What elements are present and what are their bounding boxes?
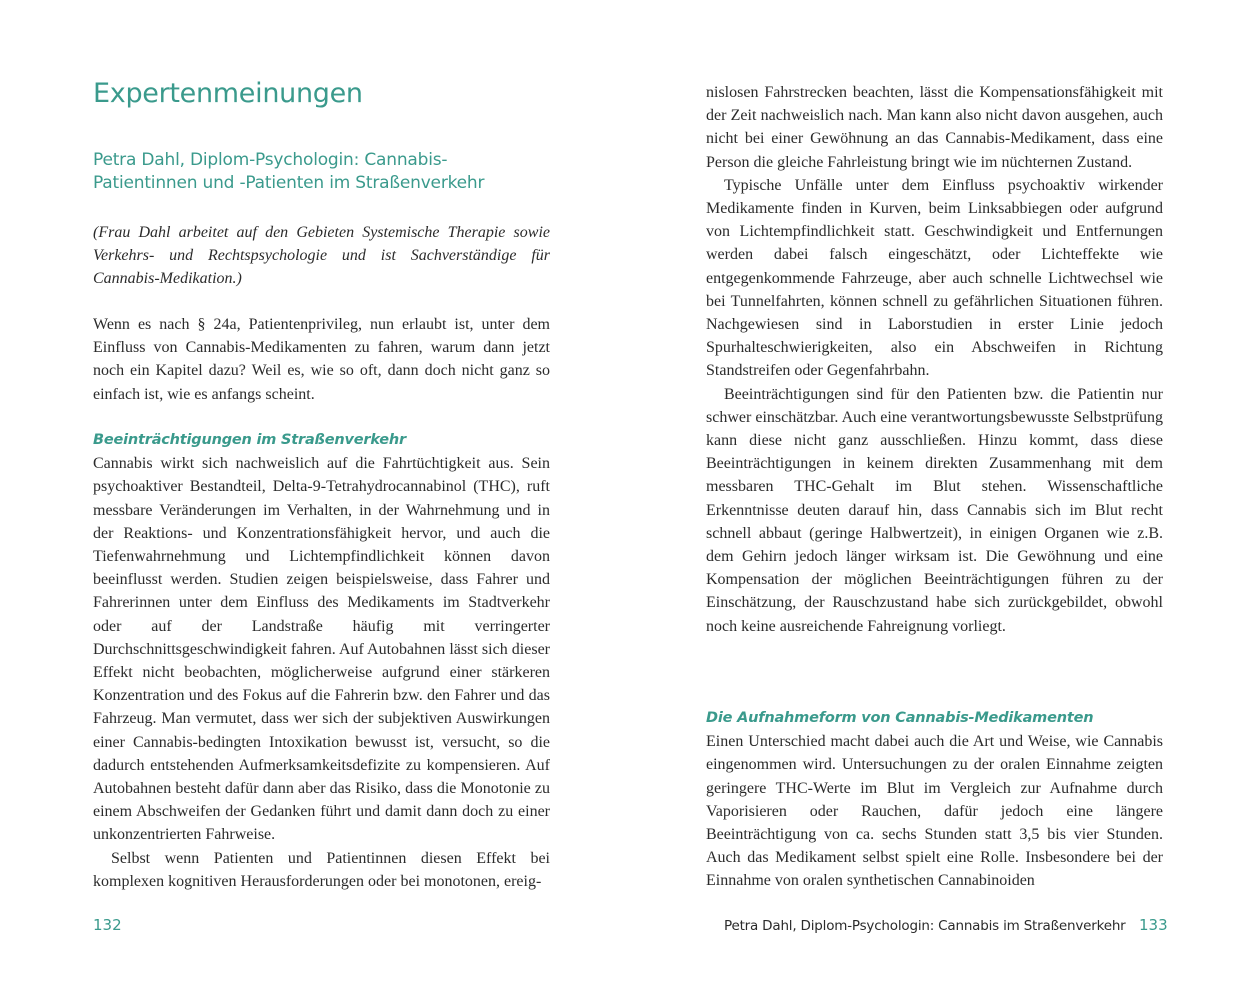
paragraph: Einen Unterschied macht dabei auch die Art und Weise, wie Cannabis eingenommen wird. Untersuchungen zu der oralen Einnahme zeigten geringere THC-Werte im Blut im Vergleich zur Aufnahme durch Vaporisieren oder Rauchen, dafür jedoch eine längere Beeinträchtigung von ca. sechs Stunden statt 3,5 bis vier Stunden. Auch das Medikament selbst spielt eine Rolle. Insbesondere bei der Einnahme von oralen synthetischen Cannabinoiden (706, 733, 1163, 890)
right-page (706, 0, 1163, 1000)
continued-block (706, 81, 1163, 638)
paragraph: Beeinträchtigungen sind für den Patienten bzw. die Patientin nur schwer einschätzbar. Auch eine verantwortungsbewusste Selbstprüfung kann diese nicht ganz ausschließen. Hinzu kommt, dass diese Beeinträchtigungen in keinem direkten Zusammenhang mit dem messbaren THC-Gehalt im Blut stehen. Wissenschaftliche Erkenntnisse deuten darauf hin, dass Cannabis sich im Blut recht schnell abbaut (geringe Halbwertzeit), in einigen Organen wie z.B. dem Gehirn jedoch länger wirksam ist. Die Gewöhnung und eine Kompensation der möglichen Beeinträchtigungen führen zu der Einschätzung, der Rauschzustand habe sich zurückgebildet, obwohl noch keine ausreichende Fahreignung vorliegt. (706, 385, 1163, 635)
page-number-right: 133 (1139, 916, 1168, 934)
running-head: Petra Dahl, Diplom-Psychologin: Cannabis im Straßenverkehr (724, 918, 1126, 934)
paragraph: Cannabis wirkt sich nachweislich auf die Fahrtüchtigkeit aus. Sein psychoaktiver Bestandteil, Delta-9-Tetrahydrocannabinol (THC), ruft messbare Veränderungen im Verhalten, in der Wahrnehmung und in der Reaktions- und Konzentrationsfähigkeit hervor, und auch die Tiefenwahrnehmung und Lichtempfindlichkeit können davon beeinflusst werden. Studien zeigen beispielsweise, dass Fahrer und Fahrerinnen unter dem Einfluss des Medikaments im Stadtverkehr oder auf der Landstraße häufig mit verringerter Durchschnittsgeschwindigkeit fahren. Auf Autobahnen lässt sich dieser Effekt nicht beobachten, möglicherweise aufgrund einer stärkeren Konzentration und des Fokus auf die Fahrerin bzw. den Fahrer und das Fahrzeug. Man vermutet, dass wer sich der subjektiven Auswirkungen einer Cannabis-bedingten Intoxikation bewusst ist, versucht, so die dadurch entstehenden Aufmerksamkeitsdefizite zu kompensieren. Auf Autobahnen besteht dafür dann aber das Risiko, dass die Monotonie zu einem Abschweifen der Gedanken führt und damit dann doch zu einer unkonzentrierten Fahrweise. (93, 455, 550, 844)
page-number-left: 132 (93, 916, 122, 934)
section-block (706, 707, 1163, 893)
left-page (93, 0, 550, 1000)
section-title: Petra Dahl, Diplom-Psychologin: Cannabis-Patientinnen und -Patienten im Straßenverkehr (93, 150, 485, 193)
paragraph: nislosen Fahrstrecken beachten, lässt die Kompensationsfähigkeit mit der Zeit nachweislich nach. Man kann also nicht davon ausgehen, auch nicht bei einer Gewöhnung an das Cannabis-Medikament, dass eine Person die gleiche Fahrleistung bringt wie im nüchternen Zustand. (706, 84, 1163, 171)
author-note: (Frau Dahl arbeitet auf den Gebieten Systemische Therapie sowie Verkehrs- und Rechtspsychologie und ist Sachverständige für Cannabis-Medikation.) (93, 224, 550, 288)
paragraph: Wenn es nach § 24a, Patientenprivileg, nun erlaubt ist, unter dem Einfluss von Cannabis-Medikamenten zu fahren, warum dann jetzt noch ein Kapitel dazu? Weil es, wie so oft, dann doch nicht ganz so einfach ist, wie es anfangs scheint. (93, 316, 550, 403)
section-block (93, 429, 550, 893)
subheading: Beeinträchtigungen im Straßenverkehr (93, 432, 407, 448)
paragraph: Selbst wenn Patienten und Patientinnen diesen Effekt bei komplexen kognitiven Herausforderungen oder bei monotonen, ereig- (93, 849, 550, 890)
intro-block (93, 313, 550, 406)
paragraph: Typische Unfälle unter dem Einfluss psychoaktiv wirkender Medikamente finden in Kurven, beim Linksabbiegen oder aufgrund von Lichtempfindlichkeit statt. Geschwindigkeit und Entfernungen werden dabei falsch eingeschätzt, oder Lichteffekte wie entgegenkommende Fahrzeuge, aber auch schnelle Lichtwechsel wie bei Tunnelfahrten, können schnell zu gefährlichen Situationen führen. Nachgewiesen sind in Laborstudien in erster Linie jedoch Spurhalteschwierigkeiten, also ein Abschweifen in Richtung Standstreifen oder Gegenfahrbahn. (706, 176, 1163, 380)
chapter-title: Expertenmeinungen (93, 78, 363, 109)
subheading: Die Aufnahmeform von Cannabis-Medikamenten (706, 710, 1094, 726)
